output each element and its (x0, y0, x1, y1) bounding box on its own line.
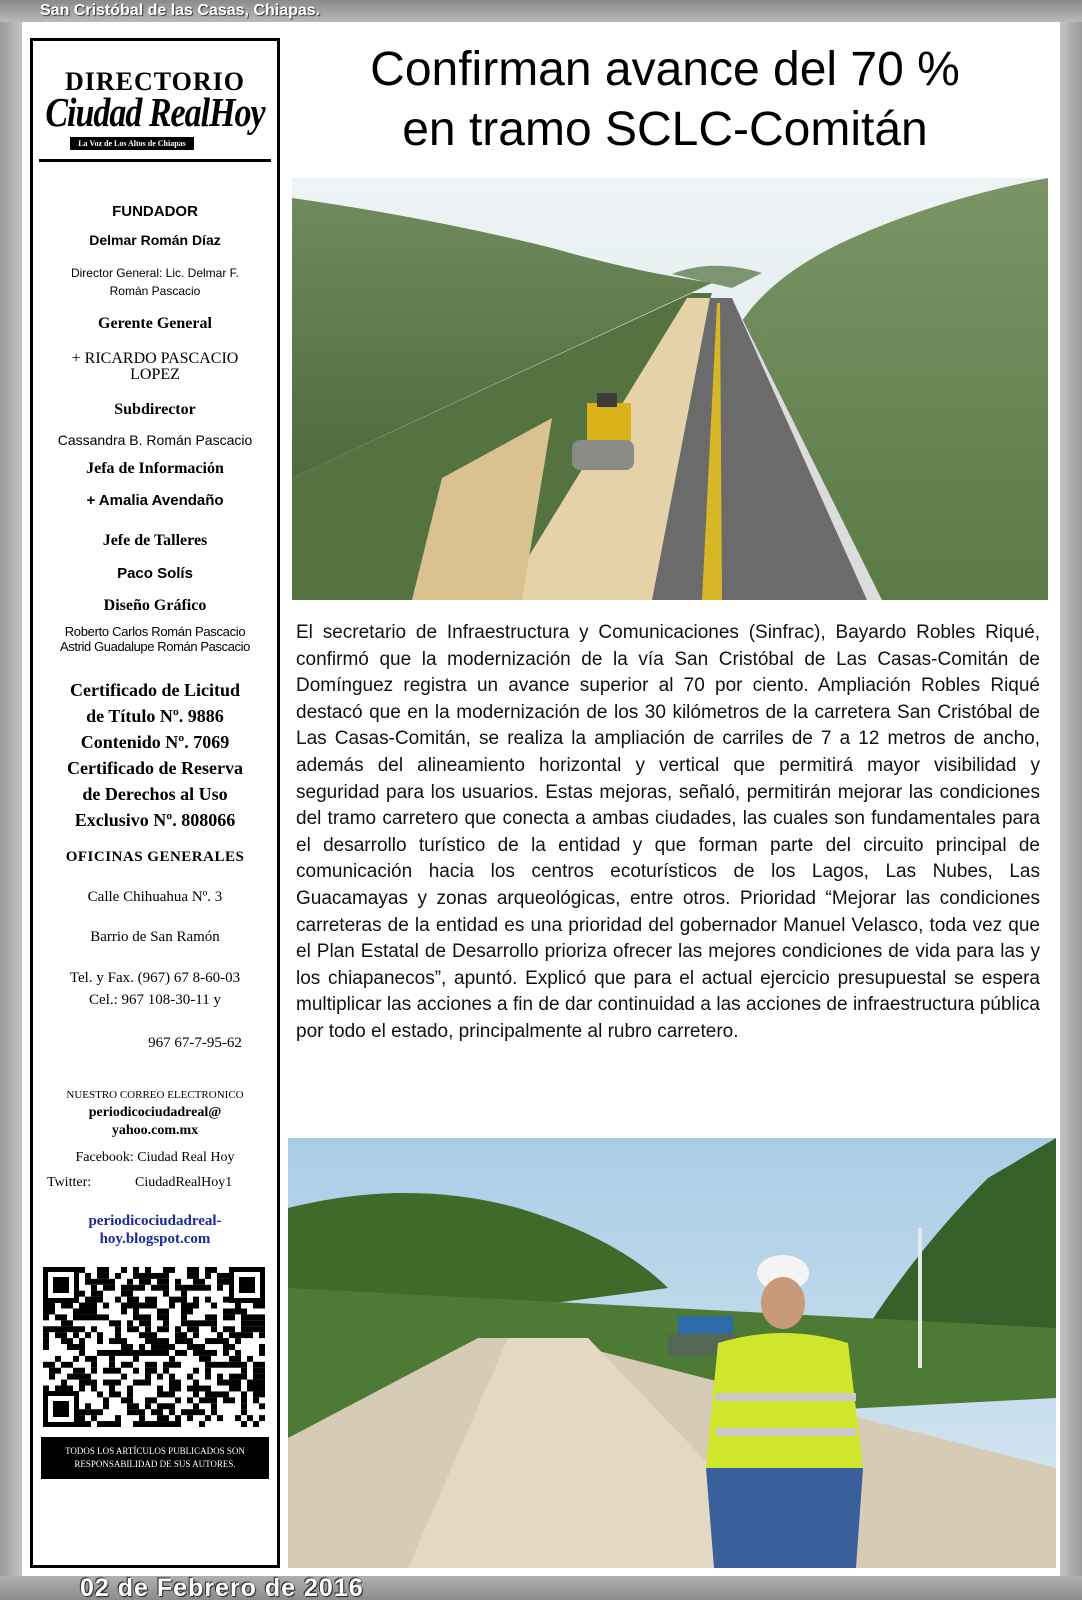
masthead-logo: Ciudad RealHoy (45, 91, 265, 136)
manager-name-line-1: + RICARDO PASCACIO (71, 350, 239, 367)
headline-line-1: Confirman avance del 70 % (370, 43, 960, 96)
official-at-site-photo (288, 1138, 1056, 1568)
design-label: Diseño Gráfico (103, 597, 207, 614)
masthead-divider (39, 159, 271, 162)
director-line-2: Román Pascacio (109, 284, 201, 298)
email-label: NUESTRO CORREO ELECTRONICO (66, 1089, 244, 1101)
cert-line-3: Contenido Nº. 7069 (80, 732, 230, 752)
directory-title: DIRECTORIO (64, 67, 245, 96)
info-chief-name: + Amalia Avendaño (86, 492, 224, 509)
manager-name-line-2: LOPEZ (130, 366, 180, 383)
workshops-label: Jefe de Talleres (102, 532, 208, 549)
twitter-label: Twitter: (47, 1175, 92, 1190)
phone-line-2: Cel.: 967 108-30-11 y (89, 992, 221, 1008)
design-name-2: Astrid Guadalupe Román Pascacio (60, 639, 250, 654)
masthead-tagline: La Voz de Los Altos de Chiapas (70, 137, 194, 150)
address-line-1: Calle Chihuahua Nº. 3 (87, 889, 223, 905)
disclaimer-notice: TODOS LOS ARTÍCULOS PUBLICADOS SON RESPONSABILIDAD DE SUS AUTORES. (41, 1437, 269, 1479)
manager-label: Gerente General (98, 315, 212, 332)
email-line-1[interactable]: periodicociudadreal@ (88, 1105, 222, 1120)
twitter-handle[interactable]: CiudadRealHoy1 (135, 1175, 233, 1190)
cert-line-2: de Título Nº. 9886 (86, 706, 224, 726)
director-line-1: Director General: Lic. Delmar F. (70, 266, 240, 280)
footer-bar (0, 1576, 1082, 1600)
founder-label: FUNDADOR (112, 203, 198, 220)
article-headline (290, 40, 1040, 160)
blog-link-line-2[interactable]: hoy.blogspot.com (99, 1231, 211, 1247)
directory-sidebar (30, 38, 280, 1568)
phone-line-1: Tel. y Fax. (967) 67 8-60-03 (69, 970, 241, 986)
cert-line-5: de Derechos al Uso (82, 784, 228, 804)
design-name-1: Roberto Carlos Román Pascacio (64, 624, 246, 639)
article-body: El secretario de Infraestructura y Comunicaciones (Sinfrac), Bayardo Robles Riqué, confirmó que la modernización de la vía San Cristóbal de Las Casas-Comitán de Domínguez registra un avance superior al 70 por ciento. Ampliación Robles Riqué destacó que en la modernización de los 30 kilómetros de la carretera San Cristóbal de Las Casas-Comitán, se realiza la ampliación de carriles de 7 a 12 metros de ancho, además del alineamiento horizontal y vertical que permitirá mayor visibilidad y seguridad para los usuarios. Estas mejoras, señaló, permitirán mejorar las condiciones del tramo carretero que conecta a ambas ciudades, las cuales son fundamentales para el desarrollo turístico de la entidad y que forman parte del circuito principal de comunicación hacia los centros ecoturísticos de los Lagos, Las Nubes, Las Guacamayas y zonas arqueológicas, entre otros. Prioridad “Mejorar las condiciones carreteras de la entidad es una prioridad del gobernador Manuel Velasco, toda vez que el Plan Estatal de Desarrollo prioriza ofrecer las mejores condiciones de vida para las y los chiapanecos”, apuntó. Explicó que para el actual ejercicio presupuestal se espera multiplicar las acciones a fin de dar continuidad a las acciones de infraestructura pública por todo el estado, principalmente al rubro carretero. (296, 622, 1040, 1042)
certificates-block (33, 677, 277, 833)
publication-date: 02 de Febrero de 2016 (80, 1574, 364, 1602)
facebook-link[interactable]: Facebook: Ciudad Real Hoy (75, 1150, 235, 1165)
headline-line-2: en tramo SCLC-Comitán (402, 103, 928, 156)
road-construction-photo (292, 178, 1048, 600)
address-line-2: Barrio de San Ramón (90, 929, 220, 945)
subdirector-label: Subdirector (114, 401, 196, 418)
founder-name: Delmar Román Díaz (89, 232, 221, 248)
cert-line-1: Certificado de Licitud (70, 680, 240, 700)
subdirector-name: Cassandra B. Román Pascacio (57, 432, 253, 448)
workshops-name: Paco Solís (117, 565, 193, 582)
cert-line-6: Exclusivo Nº. 808066 (74, 810, 236, 830)
header-bar (0, 0, 1082, 22)
qr-code (43, 1267, 265, 1427)
info-chief-label: Jefa de Información (86, 460, 224, 477)
location-label: San Cristóbal de las Casas, Chiapas. (40, 2, 321, 19)
phone-line-3: 967 67-7-95-62 (148, 1035, 242, 1051)
blog-link-line-1[interactable]: periodicociudadreal- (88, 1213, 222, 1229)
cert-line-4: Certificado de Reserva (67, 758, 243, 778)
email-line-2[interactable]: yahoo.com.mx (111, 1123, 199, 1138)
offices-label: OFICINAS GENERALES (65, 849, 245, 865)
